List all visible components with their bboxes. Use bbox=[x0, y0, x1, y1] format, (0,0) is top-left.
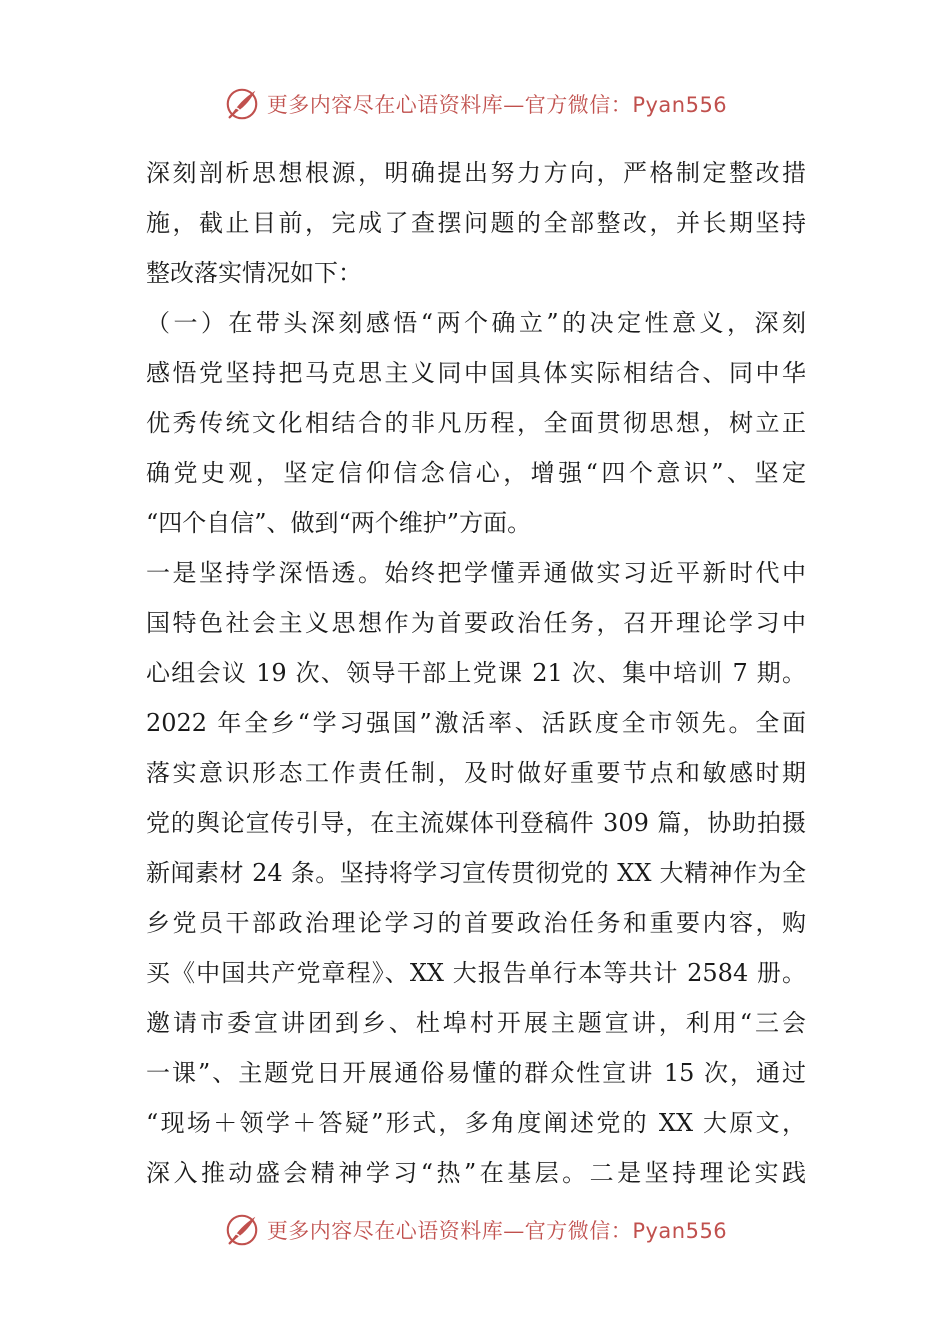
body-line: 感悟党坚持把马克思主义同中国具体实际相结合、同中华 bbox=[146, 359, 806, 387]
body-line: 乡党员干部政治理论学习的首要政治任务和重要内容，购 bbox=[146, 909, 806, 937]
body-line: 确党史观，坚定信仰信念信心，增强“四个意识”、坚定 bbox=[146, 459, 806, 487]
footer-watermark bbox=[0, 1210, 950, 1250]
body-line: 国特色社会主义思想作为首要政治任务，召开理论学习中 bbox=[146, 609, 806, 637]
body-line: 深刻剖析思想根源，明确提出努力方向，严格制定整改措 bbox=[146, 159, 806, 187]
header-watermark bbox=[0, 84, 950, 124]
body-line: （一）在带头深刻感悟“两个确立”的决定性意义，深刻 bbox=[146, 309, 806, 337]
body-line: 落实意识形态工作责任制，及时做好重要节点和敏感时期 bbox=[146, 759, 806, 787]
watermark-text: 更多内容尽在心语资料库—官方微信： bbox=[266, 93, 633, 117]
body-line: 党的舆论宣传引导，在主流媒体刊登稿件 309 篇，协助拍摄 bbox=[146, 809, 806, 837]
body-line: 深入推动盛会精神学习“热”在基层。二是坚持理论实践 bbox=[146, 1159, 806, 1187]
watermark-handle: Pyan556 bbox=[632, 1219, 728, 1243]
body-line: 一是坚持学深悟透。始终把学懂弄通做实习近平新时代中 bbox=[146, 559, 806, 587]
body-line: 邀请市委宣讲团到乡、杜埠村开展主题宣讲，利用“三会 bbox=[146, 1009, 806, 1037]
body-line: 整改落实情况如下： bbox=[146, 259, 362, 287]
watermark-handle: Pyan556 bbox=[632, 93, 728, 117]
watermark-text: 更多内容尽在心语资料库—官方微信： bbox=[266, 1219, 633, 1243]
body-line: 一课”、主题党日开展通俗易懂的群众性宣讲 15 次，通过 bbox=[146, 1059, 806, 1087]
body-line: 施，截止目前，完成了查摆问题的全部整改，并长期坚持 bbox=[146, 209, 806, 237]
body-line: 买《中国共产党章程》、XX 大报告单行本等共计 2584 册。 bbox=[146, 959, 806, 987]
document-body bbox=[146, 148, 806, 1198]
quill-pen-logo-icon bbox=[223, 1211, 261, 1249]
watermark-slogan bbox=[267, 1215, 727, 1245]
quill-pen-logo-icon bbox=[223, 85, 261, 123]
body-line: “四个自信”、做到“两个维护”方面。 bbox=[146, 509, 532, 537]
body-line: 优秀传统文化相结合的非凡历程，全面贯彻思想，树立正 bbox=[146, 409, 806, 437]
body-line: 新闻素材 24 条。坚持将学习宣传贯彻党的 XX 大精神作为全 bbox=[146, 859, 806, 887]
body-line: “现场＋领学＋答疑”形式，多角度阐述党的 XX 大原文， bbox=[146, 1109, 806, 1137]
body-line: 心组会议 19 次、领导干部上党课 21 次、集中培训 7 期。 bbox=[146, 659, 806, 687]
body-line: 2022 年全乡“学习强国”激活率、活跃度全市领先。全面 bbox=[146, 709, 806, 737]
watermark-slogan bbox=[267, 89, 727, 119]
